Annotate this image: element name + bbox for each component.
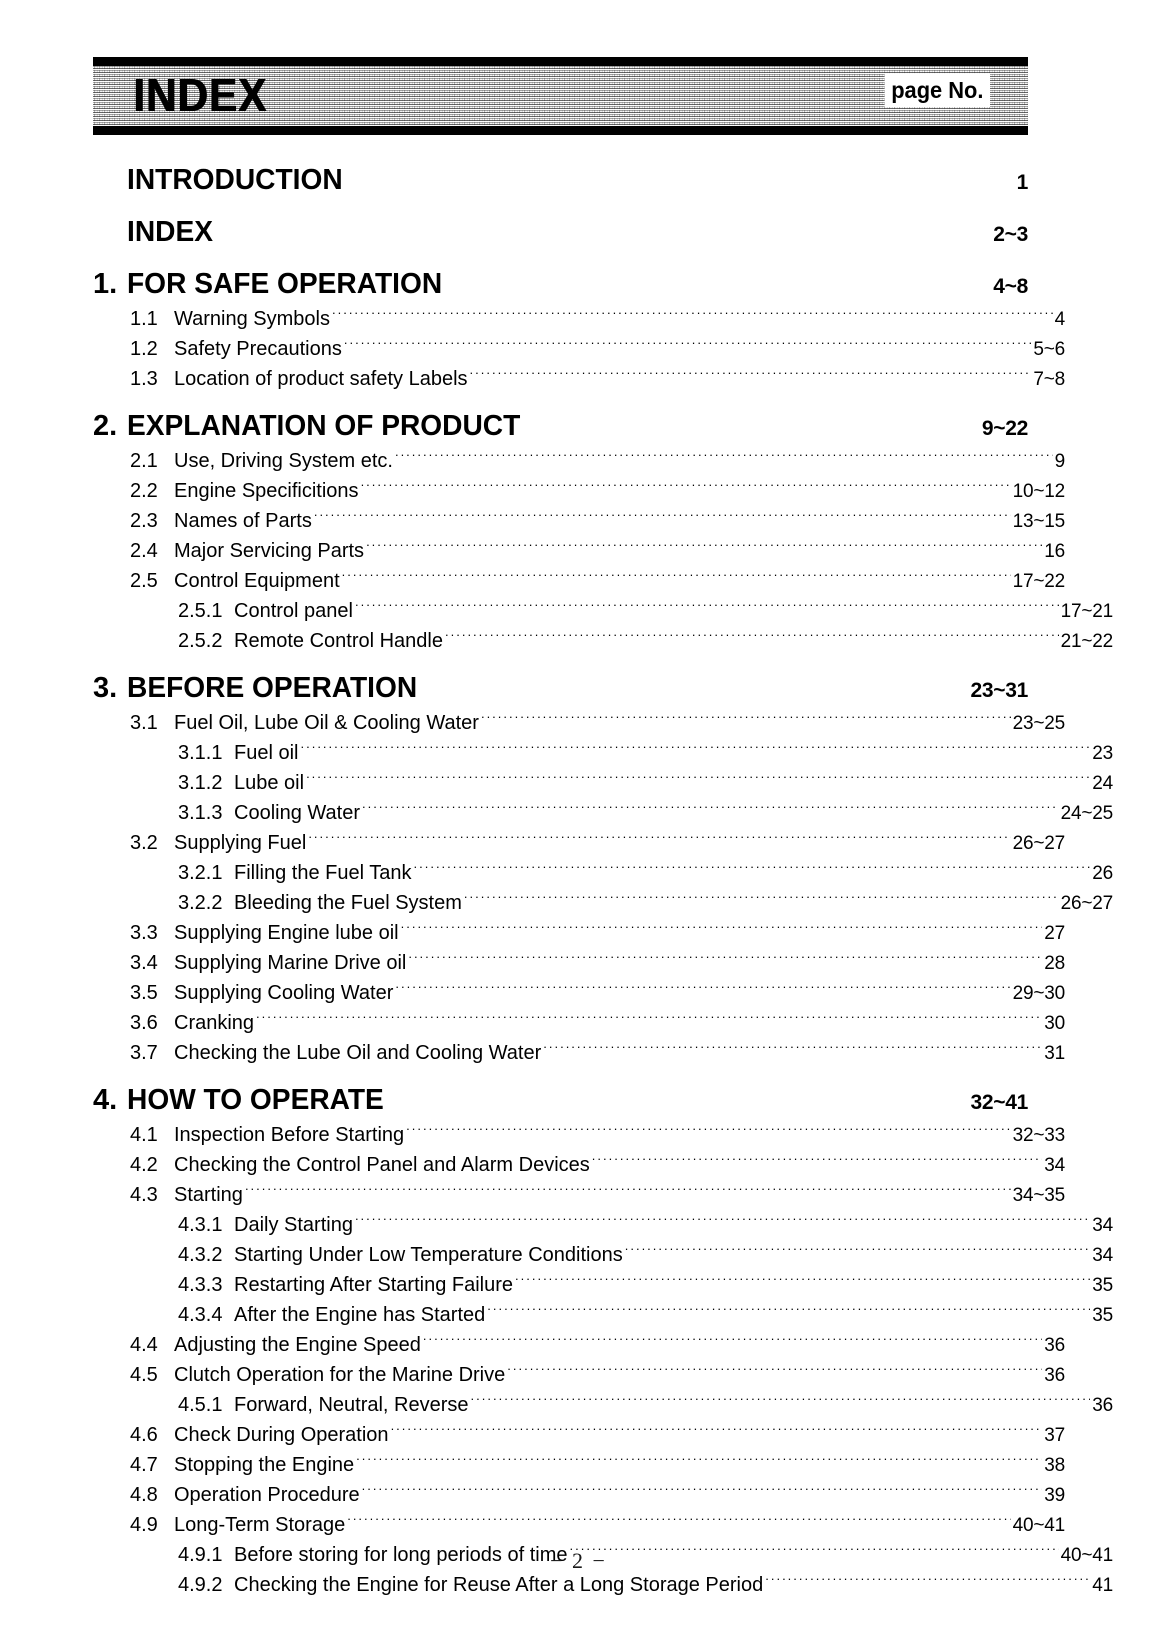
toc-entry-number: 3.7 xyxy=(130,1042,158,1064)
toc-entry-title: Adjusting the Engine Speed xyxy=(174,1334,421,1356)
toc-entry-number: 4.8 xyxy=(130,1484,158,1506)
toc-entry-page: 32~41 xyxy=(970,1091,1028,1114)
toc-entry-page: 23~25 xyxy=(1012,713,1065,734)
toc-entry-page: 32~33 xyxy=(1012,1125,1065,1146)
page-footer: − 2 − xyxy=(550,1548,607,1573)
toc-entry[interactable] xyxy=(93,1390,1113,1420)
toc-entry[interactable] xyxy=(93,406,1028,446)
toc-entry-number: 3.5 xyxy=(130,982,158,1004)
toc-entry-number: 2.3 xyxy=(130,510,158,532)
toc-entry-number: 3.3 xyxy=(130,922,158,944)
toc-entry-page: 40~41 xyxy=(1012,1515,1065,1536)
toc-entry-page: 35 xyxy=(1092,1275,1113,1296)
toc-entry-number: 3.6 xyxy=(130,1012,158,1034)
toc-entry-title: Safety Precautions xyxy=(174,338,342,360)
toc-entry-number: 3.4 xyxy=(130,952,158,974)
toc-entry-title: Stopping the Engine xyxy=(174,1454,355,1476)
toc-entry-title: Before storing for long periods of time xyxy=(234,1544,568,1566)
toc-entry-number: 4.3 xyxy=(130,1184,158,1206)
toc-entry[interactable] xyxy=(93,1270,1113,1300)
toc-entry-page: 37 xyxy=(1044,1425,1065,1446)
toc-leader-dots xyxy=(308,836,1010,849)
toc-entry-number: 3.1.3 xyxy=(178,802,223,824)
toc-entry-title: Inspection Before Starting xyxy=(174,1124,405,1146)
toc-entry[interactable] xyxy=(93,536,1065,566)
toc-entry-number: 2.4 xyxy=(130,540,158,562)
toc-leader-dots xyxy=(362,1488,1043,1501)
toc-leader-dots xyxy=(355,604,1059,617)
toc-leader-dots xyxy=(366,544,1042,557)
toc-leader-dots xyxy=(342,574,1011,587)
toc-leader-dots xyxy=(432,683,968,697)
toc-leader-dots xyxy=(423,1338,1042,1351)
toc-entry-number: 4.3.1 xyxy=(178,1214,223,1236)
toc-entry-page: 34 xyxy=(1044,1155,1065,1176)
toc-leader-dots xyxy=(256,1016,1042,1029)
toc-entry-page: 38 xyxy=(1044,1455,1065,1476)
toc-entry-title: Warning Symbols xyxy=(174,308,330,330)
toc-leader-dots xyxy=(408,956,1042,969)
toc-entry-title: Supplying Cooling Water xyxy=(174,982,394,1004)
toc-entry-title: Cranking xyxy=(174,1012,255,1034)
toc-entry-page: 31 xyxy=(1044,1043,1065,1064)
toc-leader-dots xyxy=(470,372,1032,385)
toc-entry-title: Control panel xyxy=(234,600,353,622)
toc-entry-number: 2.5.1 xyxy=(178,600,223,622)
page-no-column-label: page No. xyxy=(884,74,990,107)
toc-entry-page: 1 xyxy=(1016,171,1028,194)
toc-entry[interactable] xyxy=(93,828,1065,858)
toc-entry-page: 26~27 xyxy=(1060,893,1113,914)
toc-entry-number: 3.1.2 xyxy=(178,772,223,794)
toc-entry-title: Location of product safety Labels xyxy=(174,368,468,390)
toc-entry-page: 40~41 xyxy=(1060,1545,1113,1566)
toc-entry-title: Starting xyxy=(174,1184,243,1206)
toc-entry-page: 9~22 xyxy=(981,417,1028,440)
toc-entry-number: 4.4 xyxy=(130,1334,158,1356)
toc-entry-number: 4.2 xyxy=(130,1154,158,1176)
toc-leader-dots xyxy=(395,986,1010,999)
toc-leader-dots xyxy=(355,175,1014,189)
toc-entry[interactable] xyxy=(93,918,1065,948)
toc-entry-number: 4.9.2 xyxy=(178,1574,223,1596)
toc-entry[interactable] xyxy=(93,798,1113,828)
toc-entry-page: 4~8 xyxy=(993,275,1028,298)
toc-entry[interactable] xyxy=(93,1210,1113,1240)
toc-entry-number: 2.2 xyxy=(130,480,158,502)
toc-entry-number: 4.5 xyxy=(130,1364,158,1386)
toc-entry-page: 34 xyxy=(1092,1245,1113,1266)
toc-entry[interactable] xyxy=(93,1510,1065,1540)
toc-entry-number: 2. xyxy=(93,410,118,442)
toc-entry-page: 16 xyxy=(1044,541,1065,562)
toc-entry-title: Engine Specificitions xyxy=(174,480,359,502)
toc-leader-dots xyxy=(458,279,991,293)
toc-entry-page: 21~22 xyxy=(1060,631,1113,652)
page-title: INDEX xyxy=(133,69,267,121)
toc-entry[interactable] xyxy=(93,212,1028,252)
toc-entry-number: 4.3.3 xyxy=(178,1274,223,1296)
toc-entry-page: 35 xyxy=(1092,1305,1113,1326)
toc-leader-dots xyxy=(332,312,1053,325)
toc-leader-dots xyxy=(222,227,992,241)
toc-entry[interactable] xyxy=(93,476,1065,506)
toc-entry-title: Forward, Neutral, Reverse xyxy=(234,1394,469,1416)
toc-entry-number: 4.3.2 xyxy=(178,1244,223,1266)
toc-entry[interactable] xyxy=(93,446,1065,476)
toc-leader-dots xyxy=(356,1458,1042,1471)
toc-entry-title: Starting Under Low Temperature Conditions xyxy=(234,1244,623,1266)
toc-entry-page: 7~8 xyxy=(1033,369,1065,390)
toc-entry-number: 3.1.1 xyxy=(178,742,223,764)
toc-entry-page: 24~25 xyxy=(1060,803,1113,824)
toc-entry[interactable] xyxy=(93,738,1113,768)
toc-entry-number: 2.1 xyxy=(130,450,158,472)
toc-entry-page: 2~3 xyxy=(993,223,1028,246)
toc-entry[interactable] xyxy=(93,888,1113,918)
toc-entry-number: 2.5.2 xyxy=(178,630,223,652)
toc-entry-number: 4.9 xyxy=(130,1514,158,1536)
toc-entry[interactable] xyxy=(93,668,1028,708)
toc-entry[interactable] xyxy=(93,506,1065,536)
toc-entry[interactable] xyxy=(93,1360,1065,1390)
toc-leader-dots xyxy=(306,776,1090,789)
toc-entry[interactable] xyxy=(93,858,1113,888)
toc-entry[interactable] xyxy=(93,160,1028,200)
toc-entry-title: Remote Control Handle xyxy=(234,630,443,652)
toc-leader-dots xyxy=(361,484,1011,497)
toc-leader-dots xyxy=(414,866,1091,879)
toc-entry-title: Names of Parts xyxy=(174,510,312,532)
toc-entry-title: Major Servicing Parts xyxy=(174,540,365,562)
toc-entry[interactable] xyxy=(93,1008,1065,1038)
toc-entry-page: 23 xyxy=(1092,743,1113,764)
toc-entry-number: 1.2 xyxy=(130,338,158,360)
toc-entry-number: 3.2 xyxy=(130,832,158,854)
toc-entry-title: Operation Procedure xyxy=(174,1484,360,1506)
toc-entry-number: 1. xyxy=(93,268,118,300)
toc-entry[interactable] xyxy=(93,1080,1028,1120)
toc-entry-page: 29~30 xyxy=(1012,983,1065,1004)
toc-entry-page: 17~22 xyxy=(1012,571,1065,592)
toc-leader-dots xyxy=(395,454,1053,467)
toc-entry-number: 3.2.1 xyxy=(178,862,223,884)
toc-entry[interactable] xyxy=(93,768,1113,798)
toc-entry-page: 24 xyxy=(1092,773,1113,794)
toc-entry-number: 3.1 xyxy=(130,712,158,734)
toc-entry[interactable] xyxy=(93,334,1065,364)
toc-leader-dots xyxy=(347,1518,1010,1531)
toc-leader-dots xyxy=(538,421,979,435)
toc-entry-title: Supplying Marine Drive oil xyxy=(174,952,407,974)
toc-entry-page: 28 xyxy=(1044,953,1065,974)
toc-entry-title: Daily Starting xyxy=(234,1214,353,1236)
toc-entry-number: 4.1 xyxy=(130,1124,158,1146)
toc-entry-page: 26~27 xyxy=(1012,833,1065,854)
table-of-contents xyxy=(93,160,1113,1600)
toc-entry[interactable] xyxy=(93,1480,1065,1510)
toc-entry-number: 4. xyxy=(93,1084,118,1116)
toc-entry-number: 2.5 xyxy=(130,570,158,592)
toc-entry-page: 23~31 xyxy=(970,679,1028,702)
toc-entry[interactable] xyxy=(93,978,1065,1008)
toc-entry-title: Supplying Engine lube oil xyxy=(174,922,399,944)
toc-entry-number: 4.3.4 xyxy=(178,1304,223,1326)
toc-leader-dots xyxy=(765,1578,1090,1591)
toc-entry-page: 41 xyxy=(1092,1575,1113,1596)
toc-leader-dots xyxy=(300,746,1090,759)
toc-entry-page: 36 xyxy=(1092,1395,1113,1416)
toc-leader-dots xyxy=(487,1308,1090,1321)
toc-entry[interactable] xyxy=(93,1300,1113,1330)
toc-entry-number: 3. xyxy=(93,672,118,704)
toc-entry-page: 39 xyxy=(1044,1485,1065,1506)
toc-leader-dots xyxy=(355,1218,1090,1231)
toc-entry-page: 17~21 xyxy=(1060,601,1113,622)
toc-entry[interactable] xyxy=(93,948,1065,978)
toc-entry[interactable] xyxy=(93,566,1065,596)
toc-entry[interactable] xyxy=(93,626,1113,656)
toc-entry-title: Long-Term Storage xyxy=(174,1514,346,1536)
toc-entry[interactable] xyxy=(93,708,1065,738)
toc-entry-title: Clutch Operation for the Marine Drive xyxy=(174,1364,506,1386)
toc-entry-page: 4 xyxy=(1054,309,1065,330)
toc-entry-title: INDEX xyxy=(127,216,213,248)
toc-entry-number: 1.3 xyxy=(130,368,158,390)
toc-entry-title: Fuel Oil, Lube Oil & Cooling Water xyxy=(174,712,479,734)
toc-entry-page: 27 xyxy=(1044,923,1065,944)
toc-entry-page: 36 xyxy=(1044,1365,1065,1386)
toc-leader-dots xyxy=(245,1188,1011,1201)
toc-entry-page: 5~6 xyxy=(1033,339,1065,360)
toc-entry-page: 13~15 xyxy=(1012,511,1065,532)
toc-entry-page: 10~12 xyxy=(1012,481,1065,502)
toc-entry[interactable] xyxy=(93,1038,1065,1068)
toc-entry-number: 4.6 xyxy=(130,1424,158,1446)
toc-entry-title: Checking the Lube Oil and Cooling Water xyxy=(174,1042,542,1064)
toc-leader-dots xyxy=(515,1278,1090,1291)
toc-entry-title: Lube oil xyxy=(234,772,305,794)
toc-entry-title: After the Engine has Started xyxy=(234,1304,486,1326)
toc-leader-dots xyxy=(344,342,1031,355)
toc-entry[interactable] xyxy=(93,1120,1065,1150)
toc-leader-dots xyxy=(507,1368,1042,1381)
toc-entry-title: Checking the Control Panel and Alarm Devices xyxy=(174,1154,590,1176)
toc-entry-title: Restarting After Starting Failure xyxy=(234,1274,514,1296)
toc-entry-title: Supplying Fuel xyxy=(174,832,307,854)
toc-entry-title: Control Equipment xyxy=(174,570,340,592)
toc-entry[interactable] xyxy=(93,304,1065,334)
toc-leader-dots xyxy=(406,1128,1010,1141)
toc-entry-title: HOW TO OPERATE xyxy=(127,1084,384,1116)
toc-entry-number: 3.2.2 xyxy=(178,892,223,914)
toc-entry-number: 4.7 xyxy=(130,1454,158,1476)
toc-entry-page: 34~35 xyxy=(1012,1185,1065,1206)
toc-entry-number: 4.9.1 xyxy=(178,1544,223,1566)
toc-entry-title: Filling the Fuel Tank xyxy=(234,862,412,884)
toc-entry-title: Use, Driving System etc. xyxy=(174,450,393,472)
toc-entry-number: 1.1 xyxy=(130,308,158,330)
toc-leader-dots xyxy=(543,1046,1042,1059)
toc-leader-dots xyxy=(625,1248,1091,1261)
toc-entry[interactable] xyxy=(93,1450,1065,1480)
toc-entry[interactable] xyxy=(93,364,1065,394)
toc-entry[interactable] xyxy=(93,1180,1065,1210)
toc-leader-dots xyxy=(481,716,1011,729)
toc-leader-dots xyxy=(445,634,1059,647)
toc-leader-dots xyxy=(471,1398,1091,1411)
index-header-banner xyxy=(93,57,1028,135)
toc-entry-title: BEFORE OPERATION xyxy=(127,672,418,704)
toc-entry-page: 26 xyxy=(1092,863,1113,884)
toc-entry[interactable] xyxy=(93,1240,1113,1270)
toc-entry-page: 30 xyxy=(1044,1013,1065,1034)
toc-entry[interactable] xyxy=(93,264,1028,304)
toc-entry-title: Check During Operation xyxy=(174,1424,389,1446)
toc-entry[interactable] xyxy=(93,1420,1065,1450)
toc-leader-dots xyxy=(398,1095,969,1109)
toc-entry[interactable] xyxy=(93,1570,1113,1600)
toc-entry-number: 4.5.1 xyxy=(178,1394,223,1416)
toc-entry-title: Cooling Water xyxy=(234,802,360,824)
toc-entry[interactable] xyxy=(93,596,1113,626)
toc-entry-page: 36 xyxy=(1044,1335,1065,1356)
toc-leader-dots xyxy=(314,514,1011,527)
toc-leader-dots xyxy=(464,896,1059,909)
toc-entry-title: FOR SAFE OPERATION xyxy=(127,268,443,300)
toc-entry[interactable] xyxy=(93,1150,1065,1180)
toc-entry-title: Bleeding the Fuel System xyxy=(234,892,462,914)
toc-leader-dots xyxy=(592,1158,1042,1171)
toc-leader-dots xyxy=(401,926,1043,939)
toc-leader-dots xyxy=(362,806,1059,819)
toc-entry[interactable] xyxy=(93,1330,1065,1360)
toc-entry-title: Fuel oil xyxy=(234,742,299,764)
toc-entry-page: 9 xyxy=(1054,451,1065,472)
toc-entry-title: EXPLANATION OF PRODUCT xyxy=(127,410,521,442)
toc-entry-title: INTRODUCTION xyxy=(127,164,343,196)
toc-entry-page: 34 xyxy=(1092,1215,1113,1236)
toc-leader-dots xyxy=(391,1428,1043,1441)
toc-entry-title: Checking the Engine for Reuse After a Long Storage Period xyxy=(234,1574,764,1596)
